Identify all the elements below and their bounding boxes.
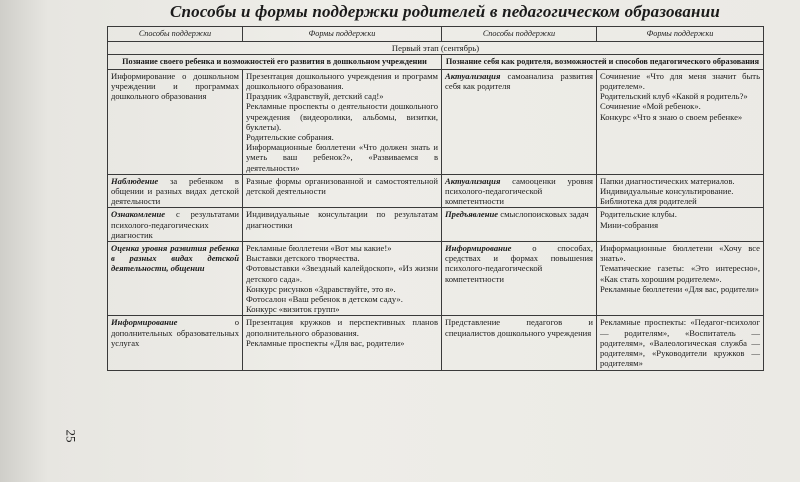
table-row xyxy=(108,208,764,242)
form-item: Мини-собрания xyxy=(600,219,659,230)
method-text: смыслопоисковых задач xyxy=(498,209,589,220)
support-method-right xyxy=(442,208,597,242)
form-item: Сочинение «Что для меня значит быть родителем». xyxy=(600,70,760,92)
form-item: Рекламные проспекты «Для вас, родители» xyxy=(246,337,405,348)
form-item: Сочинение «Мой ребенок». xyxy=(600,101,701,112)
form-item: Презентация кружков и перспективных планов дополнительного образования. xyxy=(246,317,438,338)
support-forms-left xyxy=(243,242,442,316)
support-forms-right xyxy=(597,69,764,174)
support-forms-left xyxy=(243,174,442,208)
form-item: Информационные бюллетени «Что должен знать и уметь ваш ребенок?», «Развиваемся в деятельности» xyxy=(246,142,438,173)
support-method-left xyxy=(108,174,243,208)
form-item: Индивидуальные консультации по результатам диагностики xyxy=(246,209,438,230)
form-item: Родительский клуб «Какой я родитель?» xyxy=(600,91,748,102)
header-row xyxy=(108,27,764,42)
method-keyword: Наблюдение xyxy=(111,175,159,186)
support-method-right xyxy=(442,69,597,174)
section-left: Познание своего ребенка и возможностей его развития в дошкольном учреждении xyxy=(108,55,442,69)
form-item: Выставки детского творчества. xyxy=(246,253,360,264)
method-text: за ребенком в общении и разных видах детской деятельности xyxy=(111,175,239,207)
method-text: самооценки уровня психолого-педагогической компетентности xyxy=(445,175,593,207)
stage-row xyxy=(108,42,764,55)
method-text: о способах, средствах и формах повышения психолого-педагогической компетентности xyxy=(445,243,593,284)
form-item: Рекламные бюллетени «Вот мы какие!» xyxy=(246,243,392,254)
form-item: Разные формы организованной и самостоятельной детской деятельности xyxy=(246,175,438,197)
table-row xyxy=(108,174,764,208)
form-item: Рекламные проспекты: «Педагог-психолог — родителям», «Воспитатель — родителям», «Валеологическая служба — родителям», «Руководители кружков — родителям» xyxy=(600,317,760,369)
support-table xyxy=(107,26,764,371)
table-row xyxy=(108,316,764,370)
column-header: Формы поддержки xyxy=(243,27,442,42)
method-keyword: Оценка уровня развития ребенка в разных видах детской деятельности, общении xyxy=(111,243,239,274)
form-item: Рекламные бюллетени «Для вас, родители» xyxy=(600,283,759,294)
form-item: Папки диагностических материалов. xyxy=(600,175,735,186)
support-method-right xyxy=(442,174,597,208)
method-keyword: Предъявление xyxy=(445,209,499,220)
support-method-right xyxy=(442,242,597,316)
method-keyword: Актуализация xyxy=(445,70,501,81)
support-method-left xyxy=(108,242,243,316)
form-item: Праздник «Здравствуй, детский сад!» xyxy=(246,91,384,102)
form-item: Презентация дошкольного учреждения и программ дошкольного образования. xyxy=(246,70,438,92)
form-item: Фотосалон «Ваш ребенок в детском саду». xyxy=(246,294,403,305)
table-row xyxy=(108,69,764,174)
method-text: с результатами психолого-педагогических диагностик xyxy=(111,209,239,240)
form-item: Индивидуальные консультирование. xyxy=(600,186,734,197)
method-keyword: Ознакомление xyxy=(111,209,166,220)
support-method-left xyxy=(108,69,243,174)
support-method-right xyxy=(442,316,597,370)
form-item: Конкурс «визиток групп» xyxy=(246,304,340,315)
method-text: Информирование о дошкольном учреждении и программах дошкольного образования xyxy=(111,70,239,102)
method-keyword: Информирование xyxy=(445,243,512,254)
page-number: 25 xyxy=(63,429,79,443)
support-method-left xyxy=(108,208,243,242)
section-row xyxy=(108,55,764,69)
method-keyword: Актуализация xyxy=(445,175,501,186)
form-item: Конкурс рисунков «Здравствуйте, это я». xyxy=(246,283,396,294)
form-item: Конкурс «Что я знаю о своем ребенке» xyxy=(600,111,743,122)
table-row xyxy=(108,242,764,316)
column-header: Формы поддержки xyxy=(597,27,764,42)
form-item: Родительские собрания. xyxy=(246,132,334,143)
support-forms-left xyxy=(243,316,442,370)
method-text: самоанализа развития себя как родителя xyxy=(445,70,593,92)
support-forms-left xyxy=(243,208,442,242)
section-right: Познание себя как родителя, возможностей и способов педагогического образования xyxy=(442,55,764,69)
support-forms-right xyxy=(597,208,764,242)
form-item: Рекламные проспекты о деятельности дошкольного учреждения (видеоролики, альбомы, визитки, буклеты). xyxy=(246,101,438,132)
column-header: Способы поддержки xyxy=(442,27,597,42)
column-header: Способы поддержки xyxy=(108,27,243,42)
support-forms-left xyxy=(243,69,442,174)
method-text: о дополнительных образовательных услугах xyxy=(111,317,239,348)
form-item: Тематические газеты: «Это интересно», «Как стать хорошим родителем». xyxy=(600,263,760,284)
support-forms-right xyxy=(597,316,764,370)
form-item: Информационные бюллетени «Хочу все знать». xyxy=(600,243,760,264)
page-title: Способы и формы поддержки родителей в педагогическом образовании xyxy=(169,2,721,21)
form-item: Фотовыставки «Звездный калейдоскоп», «Из жизни детского сада». xyxy=(246,263,438,284)
form-item: Библиотека для родителей xyxy=(600,196,697,207)
method-keyword: Информирование xyxy=(111,317,178,328)
support-method-left xyxy=(108,316,243,370)
method-text: Представление педагогов и специалистов дошкольного учреждения xyxy=(445,317,593,338)
support-forms-right xyxy=(597,242,764,316)
support-forms-right xyxy=(597,174,764,208)
form-item: Родительские клубы. xyxy=(600,209,677,220)
stage-label: Первый этап (сентябрь) xyxy=(108,42,764,55)
